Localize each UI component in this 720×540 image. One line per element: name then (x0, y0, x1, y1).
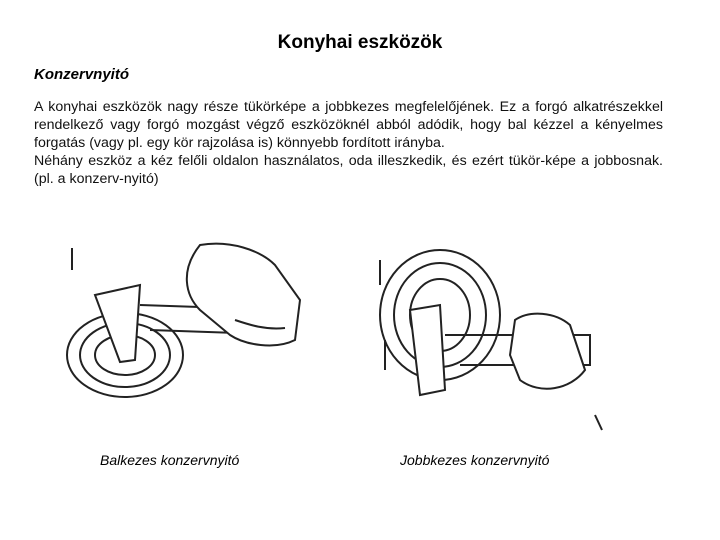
paragraph: A konyhai eszközök nagy része tükörképe a jobbkezes megfelelőjének. Ez a forgó alkatrészekkel rendelkező vagy forgó mozgást végző eszközöknél abból adódik, hogy bal kézzel a kényelmes forgatás (vagy pl. egy kör rajzolása is) könnyebb fordított irányba. (34, 99, 663, 151)
caption-right-handed: Jobbkezes konzervnyitó (400, 452, 550, 468)
body-text (34, 98, 663, 188)
section-subtitle: Konzervnyitó (34, 66, 130, 83)
paragraph: Néhány eszköz a kéz felőli oldalon használatos, oda illeszkedik, és ezért tükör-képe a jobbosnak. (pl. a konzerv-nyitó) (34, 153, 663, 187)
caption-left-handed: Balkezes konzervnyitó (100, 452, 240, 468)
left-handed-can-opener-illustration (60, 240, 310, 400)
page-title: Konyhai eszközök (277, 32, 443, 53)
right-handed-can-opener-illustration (370, 240, 615, 435)
